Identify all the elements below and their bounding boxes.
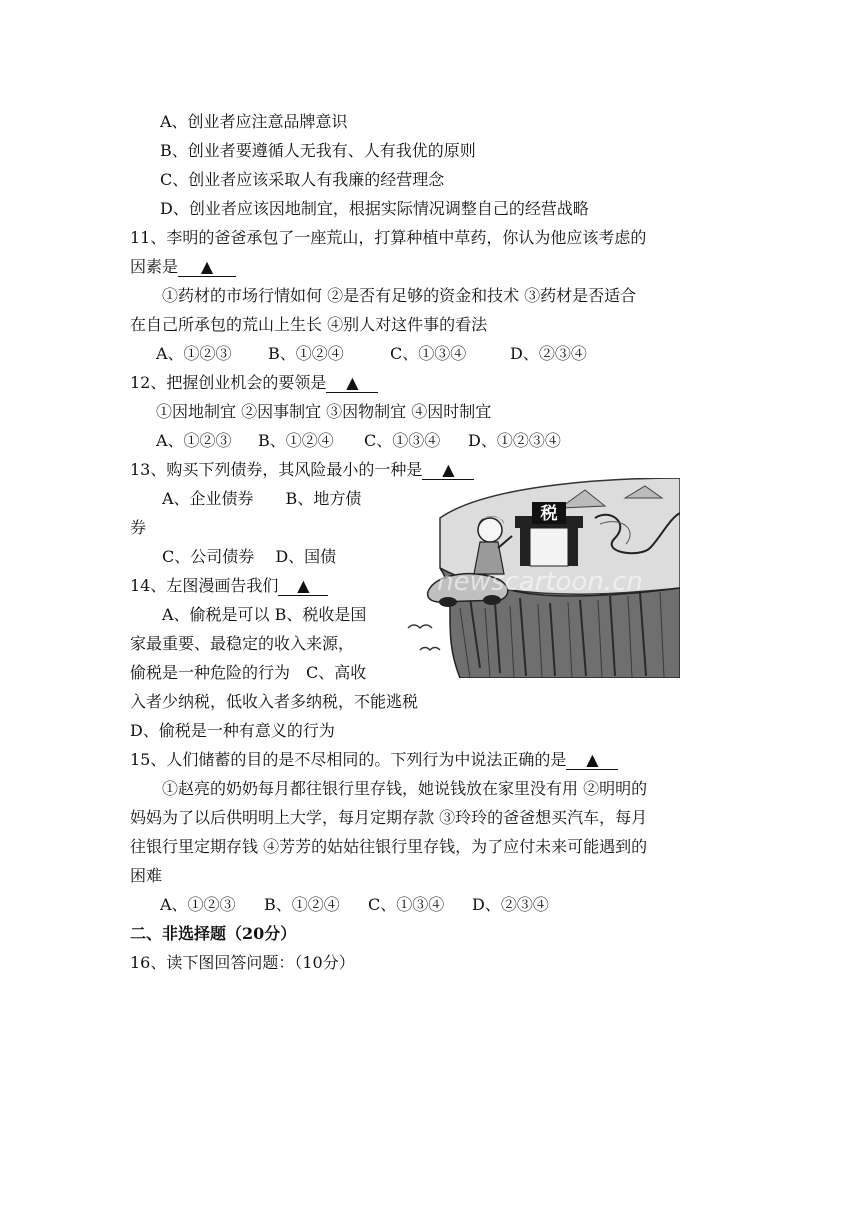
q14-line5: D、偷税是一种有意义的行为 <box>130 721 335 740</box>
q14-line4: 入者少纳税，低收入者多纳税，不能逃税 <box>130 692 419 711</box>
q15-answer-blank: ▲ <box>566 751 618 770</box>
q15-option-d: D、②③④ <box>472 895 549 914</box>
q16-stem: 16、读下图回答问题：（10分） <box>130 953 355 972</box>
q15-option-c: C、①③④ <box>368 895 445 914</box>
q15-option-a: A、①②③ <box>160 895 236 914</box>
cartoon-watermark: newscartoon.cn <box>437 567 643 597</box>
q13-options-ab: A、企业债券 B、地方债 <box>162 489 362 508</box>
q11-items-line2: 在自己所承包的荒山上生长 ④别人对这件事的看法 <box>130 315 488 334</box>
q11-stem-line2 <box>130 257 236 277</box>
q13-stem <box>130 460 474 480</box>
q12-option-d: D、①②③④ <box>468 431 561 450</box>
q12-stem <box>130 373 378 393</box>
q11-option-d: D、②③④ <box>510 344 587 363</box>
q11-option-c: C、①③④ <box>390 344 467 363</box>
q11-option-a: A、①②③ <box>156 344 232 363</box>
q13-stem-text: 13、购买下列债券，其风险最小的一种是 <box>130 460 423 479</box>
q15-stem <box>130 750 618 770</box>
q10-option-c: C、创业者应该采取人有我廉的经营理念 <box>160 170 445 189</box>
q12-items: ①因地制宜 ②因事制宜 ③因物制宜 ④因时制宜 <box>156 402 492 421</box>
q13-options-ab-wrap: 券 <box>130 518 147 537</box>
q13-options-cd: C、公司债券 D、国债 <box>162 547 337 566</box>
q13-answer-blank: ▲ <box>422 461 474 480</box>
q15-line2: 妈妈为了以后供明明上大学，每月定期存款 ③玲玲的爸爸想买汽车，每月 <box>130 808 648 827</box>
q14-line3: 偷税是一种危险的行为 C、高收 <box>130 663 367 682</box>
q12-stem-text: 12、把握创业机会的要领是 <box>130 373 327 392</box>
q11-stem-line1: 11、李明的爸爸承包了一座荒山，打算种植中草药，你认为他应该考虑的 <box>130 228 647 247</box>
q10-option-a: A、创业者应注意品牌意识 <box>160 112 348 131</box>
q14-stem-text: 14、左图漫画告我们 <box>130 576 279 595</box>
q12-option-c: C、①③④ <box>364 431 441 450</box>
q14-answer-blank: ▲ <box>278 577 328 596</box>
q11-option-b: B、①②④ <box>268 344 344 363</box>
q15-line1: ①赵亮的奶奶每月都往银行里存钱，她说钱放在家里没有用 ②明明的 <box>162 779 648 798</box>
tax-evasion-cartoon <box>400 478 680 678</box>
q15-stem-text: 15、人们储蓄的目的是不尽相同的。下列行为中说法正确的是 <box>130 750 567 769</box>
cartoon-sign-text: 税 <box>540 504 558 524</box>
q14-stem <box>130 576 328 596</box>
q11-stem-text: 因素是 <box>130 257 179 276</box>
q10-option-d: D、创业者应该因地制宜，根据实际情况调整自己的经营战略 <box>160 199 589 218</box>
q14-line1: A、偷税是可以 B、税收是国 <box>162 605 367 624</box>
q15-line4: 困难 <box>130 866 163 885</box>
q15-line3: 往银行里定期存钱 ④芳芳的姑姑往银行里存钱，为了应付未来可能遇到的 <box>130 837 648 856</box>
q14-line2: 家最重要、最稳定的收入来源， <box>130 634 355 653</box>
q15-option-b: B、①②④ <box>264 895 340 914</box>
q12-option-a: A、①②③ <box>156 431 232 450</box>
q12-answer-blank: ▲ <box>326 374 378 393</box>
section2-heading: 二、非选择题（20分） <box>130 924 297 943</box>
q12-option-b: B、①②④ <box>258 431 334 450</box>
q10-option-b: B、创业者要遵循人无我有、人有我优的原则 <box>160 141 476 160</box>
q11-answer-blank: ▲ <box>178 258 236 277</box>
q11-items-line1: ①药材的市场行情如何 ②是否有足够的资金和技术 ③药材是否适合 <box>162 286 637 305</box>
